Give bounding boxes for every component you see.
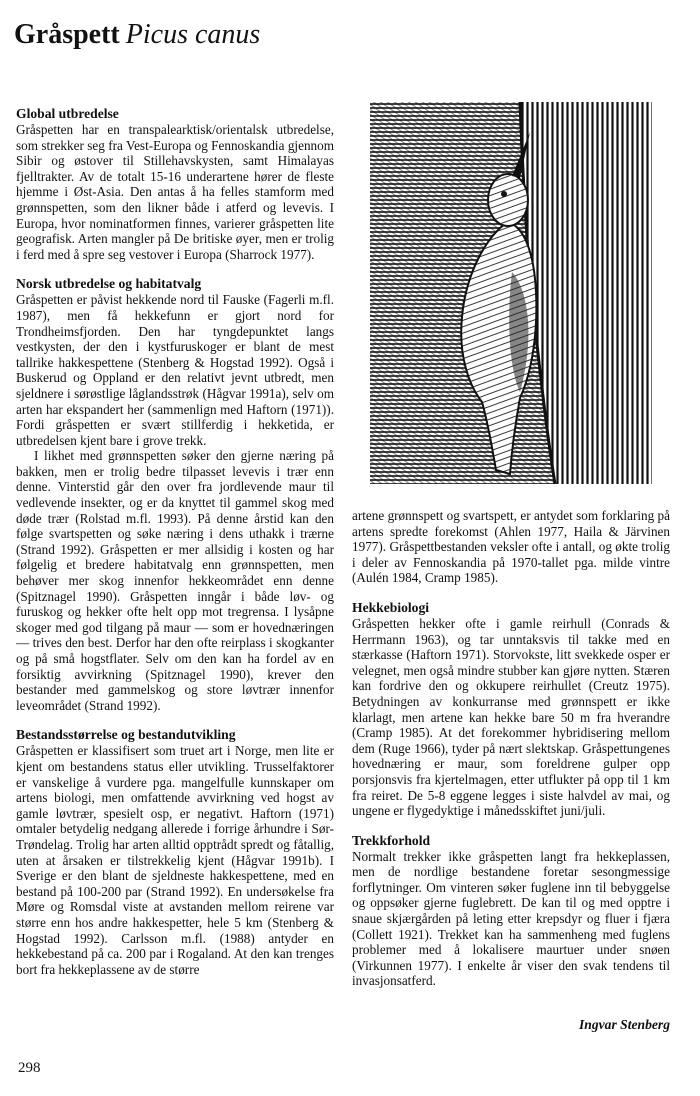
paragraph: Gråspetten har en transpalearktisk/orientalsk utbredelse, som strekker seg fra Vest-Europa og Fennoskandia gjennom Sibir og østover til Stillehavskysten, samt Himalayas fjelltrakter. Av de totalt 15-16 underartene hører de fleste hjemme i Øst-Asia. Den antas å ha felles stamform med grønnspetten, som den likner både i atferd og levevis. I Europa, hvor nominatformen finnes, varierer gråspetten lite geografisk. Arten mangler på De britiske øyer, men er trolig i ferd med å spre seg vestover i Europa (Sharrock 1977). [16, 122, 334, 262]
paragraph: I likhet med grønnspetten søker den gjerne næring på bakken, men er trolig bedre tilpasset levevis i trær enn denne. Vinterstid går den over fra jordlevende maur til vedlevende insekter, og er da knyttet til gammel skog med døde trær (Rolstad m.fl. 1993). På denne årstid kan den følge svartspetten og søke næring i dens uthakk i trærne (Strand 1992). Gråspetten er mer allsidig i kosten og har følgelig et bredere habitatvalg enn grønnspetten, men behøver mer skog innenfor hekkeområdet enn denne (Spitznagel 1990). Gråspetten inngår i både løv- og furuskog og hekker ofte helt opp mot tregrensa. I lysåpne skoger med god tilgang på maur — som er hovednæringen — trives den best. Derfor har den ofte reirplass i skogkanter og på små hogstflater. Selv om den kan ha fordel av en forsiktig avvirkning (Spitznagel 1990), krever den bestander med gammelskog og store løvtrær innenfor leveområdet (Strand 1992). [16, 448, 334, 713]
section-hekke [352, 600, 670, 819]
title-latin-name: Picus canus [125, 19, 261, 50]
title-common-name: Gråspett [14, 19, 120, 50]
paragraph: Gråspetten er klassifisert som truet art i Norge, men lite er kjent om bestandens status eller utvikling. Trusselfaktorer er vanskelige å vurdere pga. mangelfulle kunnskaper om artens biologi, men omfattende avvirkning ved hogst av gamle løvtrær, spesielt osp, er negativt. Haftorn (1971) omtaler betydelig nedgang allerede i forrige århundre i Sør-Trøndelag. Trolig har arten alltid opptrådt spredt og fåtallig, uten at årsaken er tilstrekkelig kjent (Hågvar 1991b). I Sverige er den blant de sjeldneste hakkespettene, med en bestand på 100-200 par (Strand 1992). En undersøkelse fra Møre og Romsdal viste at avstanden mellom reirene var større enn hos andre hakkespetter, hele 5 km (Stenberg & Hogstad 1992). Carlsson m.fl. (1988) antyder en hekkebestand på ca. 200 par i Rogaland. At den kan trenges bort fra hekkeplassene av de større [16, 743, 334, 977]
section-bestand-continued [352, 508, 670, 586]
section-bestand [16, 727, 334, 977]
section-heading: Global utbredelse [16, 106, 119, 121]
left-column [16, 106, 334, 991]
section-trekk [352, 833, 670, 989]
page-number: 298 [18, 1060, 41, 1076]
paragraph: Normalt trekker ikke gråspetten langt fra hekkeplassen, men de nordlige bestandene foretar sesongmessige forflytninger. Om vinteren søker fuglene inn til bebyggelse og oppsøker gjerne fuglebrett. De kan til og med opptre i snaue skjærgården på leting etter krepsdyr og fluer i fjæra (Collett 1921). Trekket kan ha sammenheng med fuglens problemer med å lokalisere maurtuer under snøen (Virkunnen 1977). I enkelte år viser den svak tendens til invasjonsatferd. [352, 848, 670, 989]
author-signature: Ingvar Stenberg [578, 1017, 670, 1032]
right-column [352, 508, 670, 1003]
paragraph: Gråspetten er påvist hekkende nord til Fauske (Fagerli m.fl. 1987), men få hekkefunn er gjort nord for Trondheimsfjorden. Den har tyngdepunktet langs vestkysten, der den i kystfuruskoger er blant de mest tallrike hakkespettene (Stenberg & Hogstad 1992). Også i Buskerud og Oppland er den relativt jevnt utbredt, men sjeldnere i sørøstlige låglandsstrøk (Hågvar 1991a), selv om arten har ekspandert her (sammenlign med Haftorn (1971)). Fordi gråspetten er svært stillferdig i hekketida, er utbredelsen kjent bare i grove trekk. [16, 292, 334, 448]
page-title [14, 18, 260, 52]
section-heading: Bestandsstørrelse og bestandutvikling [16, 727, 236, 743]
section-norsk [16, 276, 334, 713]
section-heading: Trekkforhold [352, 832, 431, 848]
woodpecker-on-trunk-engraving-icon [370, 102, 652, 484]
paragraph: artene grønnspett og svartspett, er antydet som forklaring på artens spredte forekomst (Ahlen 1977, Haila & Järvinen 1977). Gråspettbestanden veksler ofte i antall, og økte trolig i deler av Fennoskandia på 1970-tallet pga. milde vintre (Aulén 1984, Cramp 1985). [352, 508, 670, 586]
section-global [16, 106, 334, 262]
section-heading: Norsk utbredelse og habitatvalg [16, 276, 202, 292]
paragraph: Gråspetten hekker ofte i gamle reirhull (Conrads & Herrmann 1963), og tar unntaksvis til takke med en stærkasse (Haftorn 1971). Storvokste, litt svekkede osper er velegnet, men også mindre stubber kan gjøre nytten. Stæren kan fordrive den og okkupere reirhullet (Creutz 1975). Betydningen av konkurranse med grønnspett er ikke klarlagt, men artene kan hekke bare 50 m fra hverandre (Cramp 1985). At det forekommer hybridisering mellom dem (Ruge 1966), tyder på nært slektskap. Gråspettungenes hovednæring er maur, som foreldrene gulper opp porsjonsvis fra kjertelmagen, etter utflukter på opp til 1 km fra reiret. De 5-8 eggene legges i siste halvdel av mai, og ungene er flygedyktige i månedsskiftet juni/juli. [352, 615, 670, 819]
woodpecker-illustration [370, 102, 652, 484]
section-heading: Hekkebiologi [352, 599, 430, 615]
